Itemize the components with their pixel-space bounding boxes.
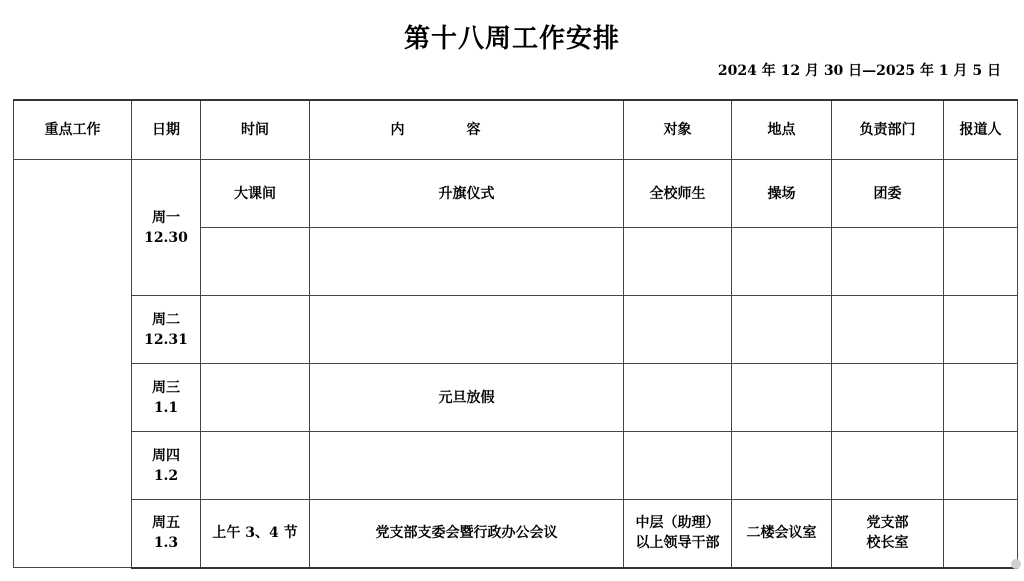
table-row xyxy=(14,296,1018,364)
page-title: 第十八周工作安排 xyxy=(403,24,620,54)
header-key-work: 重点工作 xyxy=(14,100,132,160)
schedule-table xyxy=(13,99,1018,569)
audience-cell xyxy=(624,432,732,500)
location-cell xyxy=(732,364,832,432)
content-cell xyxy=(310,432,624,500)
content-cell: 升旗仪式 xyxy=(310,160,624,228)
reporter-cell xyxy=(944,432,1018,500)
key-work-cell xyxy=(14,160,132,568)
audience-cell xyxy=(624,296,732,364)
time-cell xyxy=(201,228,310,296)
department-cell xyxy=(832,432,944,500)
location-cell: 二楼会议室 xyxy=(732,500,832,568)
reporter-cell xyxy=(944,364,1018,432)
table-row xyxy=(14,432,1018,500)
time-cell xyxy=(201,364,310,432)
header-time: 时间 xyxy=(201,100,310,160)
content-cell xyxy=(310,296,624,364)
location-cell xyxy=(732,296,832,364)
reporter-cell xyxy=(944,228,1018,296)
department-cell xyxy=(832,364,944,432)
time-cell: 上午 3、4 节 xyxy=(201,500,310,568)
day-cell-thu: 周四 1.2 xyxy=(132,432,201,500)
header-location: 地点 xyxy=(732,100,832,160)
header-reporter: 报道人 xyxy=(944,100,1018,160)
reporter-cell xyxy=(944,160,1018,228)
day-cell-fri: 周五 1.3 xyxy=(132,500,201,568)
audience-cell xyxy=(624,364,732,432)
location-cell xyxy=(732,432,832,500)
header-department: 负责部门 xyxy=(832,100,944,160)
header-audience: 对象 xyxy=(624,100,732,160)
location-cell: 操场 xyxy=(732,160,832,228)
day-cell-mon: 周一 12.30 xyxy=(132,160,201,296)
day-cell-wed: 周三 1.1 xyxy=(132,364,201,432)
table-row xyxy=(14,500,1018,568)
audience-cell: 中层（助理） 以上领导干部 xyxy=(624,500,732,568)
content-cell xyxy=(310,228,624,296)
department-cell: 党支部 校长室 xyxy=(832,500,944,568)
reporter-cell xyxy=(944,296,1018,364)
audience-cell xyxy=(624,228,732,296)
time-cell xyxy=(201,296,310,364)
header-date: 日期 xyxy=(132,100,201,160)
reporter-cell xyxy=(944,500,1018,568)
time-cell xyxy=(201,432,310,500)
content-cell: 元旦放假 xyxy=(310,364,624,432)
resize-handle-icon xyxy=(1011,559,1021,569)
content-cell: 党支部支委会暨行政办公会议 xyxy=(310,500,624,568)
table-row xyxy=(14,160,1018,228)
department-cell xyxy=(832,228,944,296)
time-cell: 大课间 xyxy=(201,160,310,228)
department-cell xyxy=(832,296,944,364)
department-cell: 团委 xyxy=(832,160,944,228)
table-row xyxy=(14,364,1018,432)
day-cell-tue: 周二 12.31 xyxy=(132,296,201,364)
audience-cell: 全校师生 xyxy=(624,160,732,228)
header-content: 内容 xyxy=(310,100,624,160)
location-cell xyxy=(732,228,832,296)
header-row xyxy=(14,100,1018,160)
date-range: 2024 年 12 月 30 日—2025 年 1 月 5 日 xyxy=(717,63,1001,79)
